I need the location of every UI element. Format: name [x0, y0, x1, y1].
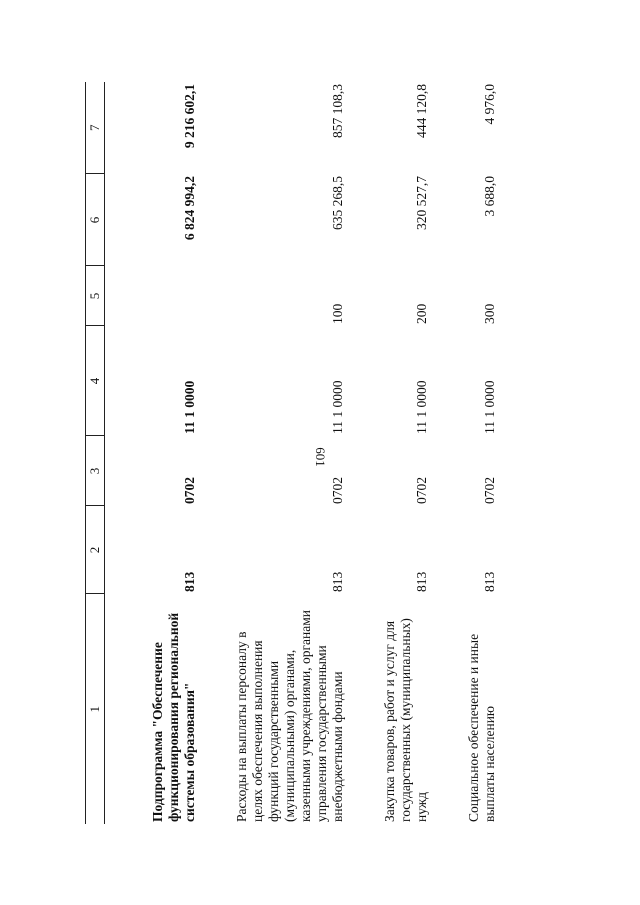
row-amount-6: 320 527,7 — [414, 176, 429, 230]
budget-table — [85, 82, 498, 824]
row-amount-7: 4 976,0 — [482, 84, 497, 125]
row-name: Расходы на выплаты персоналу в целях обеспечения выполнения функций государственными (муниципальными) органами, казенными учреждениями, органами управления государственными внебюджетными фондами — [234, 610, 345, 822]
row-expense-type: 300 — [482, 303, 497, 324]
row-amount-6: 3 688,0 — [482, 176, 497, 217]
row-target-article: 11 1 0000 — [182, 380, 197, 434]
row-section: 0702 — [182, 477, 197, 504]
row-amount-6: 6 824 994,2 — [182, 176, 197, 241]
row-expense-type — [105, 266, 199, 326]
col-header-4: 4 — [86, 326, 105, 436]
row-amount-6: 635 268,5 — [330, 176, 345, 230]
row-name: Подпрограмма "Обеспечение функционирования региональной системы образования" — [150, 612, 197, 822]
col-header-7: 7 — [86, 82, 105, 174]
row-amount-7: 857 108,3 — [330, 84, 345, 138]
row-target-article: 11 1 0000 — [414, 380, 429, 434]
page-number: 601 — [313, 447, 328, 467]
row-expense-type: 200 — [414, 303, 429, 324]
col-header-3: 3 — [86, 436, 105, 506]
table-row — [105, 82, 199, 824]
table-row — [430, 82, 498, 824]
row-code: 813 — [414, 571, 429, 592]
col-header-1: 1 — [86, 594, 105, 824]
row-section: 0702 — [330, 477, 345, 504]
row-target-article: 11 1 0000 — [330, 380, 345, 434]
rotated-table-container — [85, 82, 545, 824]
row-expense-type: 100 — [330, 303, 345, 324]
col-header-2: 2 — [86, 506, 105, 594]
row-code: 813 — [330, 571, 345, 592]
table-row — [346, 82, 430, 824]
table-header-row — [86, 82, 105, 824]
row-code: 813 — [182, 571, 197, 592]
row-name: Социальное обеспечение и иные выплаты населению — [466, 633, 497, 822]
col-header-6: 6 — [86, 174, 105, 266]
row-amount-7: 444 120,8 — [414, 84, 429, 138]
row-section: 0702 — [414, 477, 429, 504]
row-section: 0702 — [482, 477, 497, 504]
row-amount-7: 9 216 602,1 — [182, 84, 197, 149]
table-row — [198, 82, 346, 824]
row-code: 813 — [482, 571, 497, 592]
row-target-article: 11 1 0000 — [482, 380, 497, 434]
row-name: Закупка товаров, работ и услуг для государственных (муниципальных) нужд — [382, 618, 429, 822]
col-header-5: 5 — [86, 266, 105, 326]
